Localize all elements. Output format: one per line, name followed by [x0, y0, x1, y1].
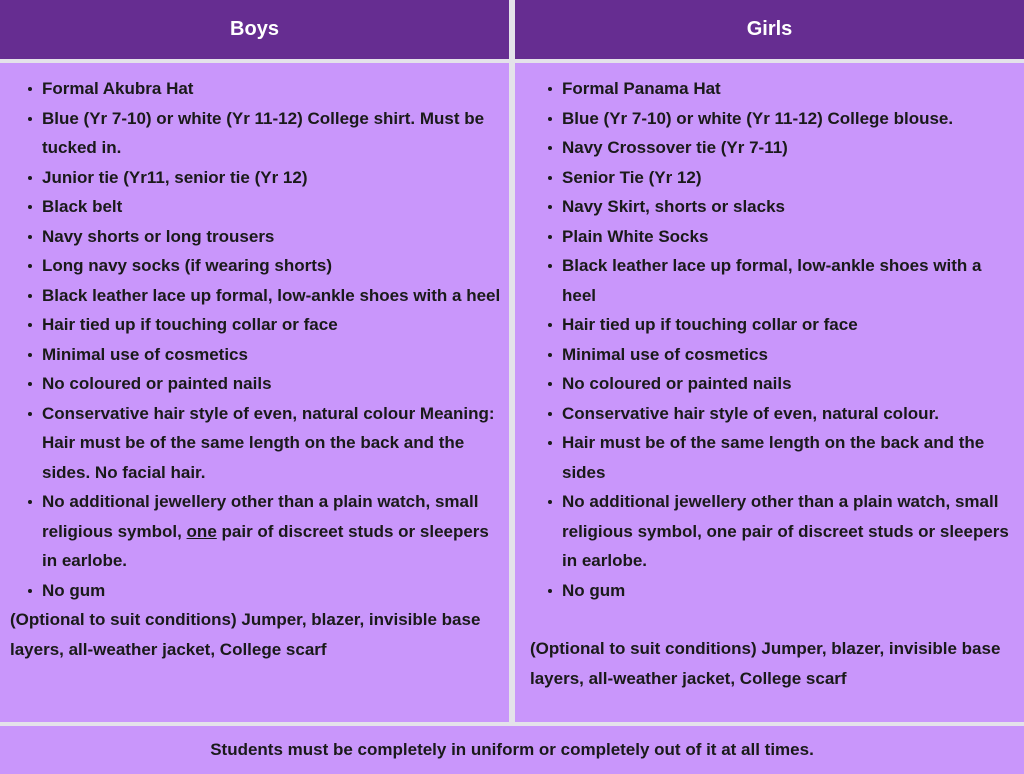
list-item: Plain White Socks	[562, 222, 1016, 252]
list-item: Minimal use of cosmetics	[562, 340, 1016, 370]
list-item: Conservative hair style of even, natural colour Meaning: Hair must be of the same length on the back and the sides. No facial hair.	[42, 399, 501, 488]
list-item: Blue (Yr 7-10) or white (Yr 11-12) College shirt. Must be tucked in.	[42, 104, 501, 163]
list-item: Hair must be of the same length on the back and the sides	[562, 428, 1016, 487]
list-item: No coloured or painted nails	[42, 369, 501, 399]
list-item: Junior tie (Yr11, senior tie (Yr 12)	[42, 163, 501, 193]
jewellery-text-start: No additional jewellery other than a plain watch, small religious symbol,	[42, 492, 479, 541]
girls-list	[530, 74, 1016, 605]
list-item: Navy shorts or long trousers	[42, 222, 501, 252]
list-item: Navy Crossover tie (Yr 7-11)	[562, 133, 1016, 163]
list-item: Black leather lace up formal, low-ankle shoes with a heel	[562, 251, 1016, 310]
list-item: No coloured or painted nails	[562, 369, 1016, 399]
girls-header: Girls	[515, 0, 1024, 59]
list-item: Formal Panama Hat	[562, 74, 1016, 104]
list-item: Long navy socks (if wearing shorts)	[42, 251, 501, 281]
list-item: Navy Skirt, shorts or slacks	[562, 192, 1016, 222]
list-item: Hair tied up if touching collar or face	[562, 310, 1016, 340]
girls-optional-note: (Optional to suit conditions) Jumper, blazer, invisible base layers, all-weather jacket, College scarf	[530, 639, 1001, 688]
list-item: Blue (Yr 7-10) or white (Yr 11-12) College blouse.	[562, 104, 1016, 134]
list-item: Conservative hair style of even, natural colour.	[562, 399, 1016, 429]
boys-optional-note: (Optional to suit conditions) Jumper, blazer, invisible base layers, all-weather jacket, College scarf	[10, 610, 481, 659]
boys-header: Boys	[0, 0, 509, 59]
girls-cell	[515, 63, 1024, 722]
jewellery-text-end: pair of discreet studs or sleepers in earlobe.	[42, 521, 489, 570]
list-item: No additional jewellery other than a plain watch, small religious symbol, one pair of discreet studs or sleepers in earlobe.	[562, 487, 1016, 576]
boys-list	[10, 74, 501, 605]
list-item: Black belt	[42, 192, 501, 222]
footer-note: Students must be completely in uniform or completely out of it at all times.	[0, 726, 1024, 774]
list-item: Senior Tie (Yr 12)	[562, 163, 1016, 193]
list-item-jewellery	[42, 487, 501, 576]
list-item: No gum	[42, 576, 501, 606]
list-item: Formal Akubra Hat	[42, 74, 501, 104]
list-item: Black leather lace up formal, low-ankle shoes with a heel	[42, 281, 501, 311]
list-item: No gum	[562, 576, 1016, 606]
list-item: Minimal use of cosmetics	[42, 340, 501, 370]
list-item: Hair tied up if touching collar or face	[42, 310, 501, 340]
boys-cell	[0, 63, 509, 722]
jewellery-emphasis: one	[186, 521, 217, 541]
